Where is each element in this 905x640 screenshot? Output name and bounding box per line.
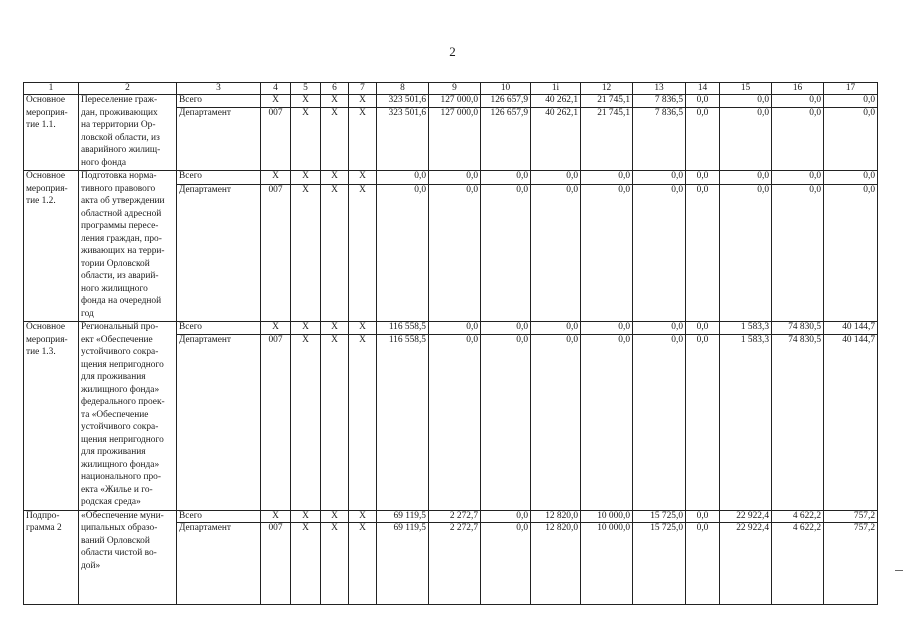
value-cell: Х (321, 510, 349, 523)
value-cell: 116 558,5 (377, 322, 429, 335)
value-cell: Х (291, 95, 321, 108)
column-number-13: 13 (633, 83, 686, 95)
value-cell: Х (349, 322, 377, 335)
value-cell: 007 (261, 107, 291, 170)
column-number-3: 3 (177, 83, 261, 95)
value-cell: Х (321, 95, 349, 108)
activity-name-cell (79, 322, 177, 511)
value-cell: 0,0 (377, 184, 429, 321)
value-cell: 126 657,9 (481, 95, 531, 108)
column-number-5: 5 (291, 83, 321, 95)
activity-type-cell (24, 510, 79, 605)
activity-name-cell (79, 171, 177, 322)
executor-department-cell: Департамент (177, 334, 261, 510)
value-cell: 0,0 (481, 510, 531, 523)
cell-line: тие 1.2. (26, 196, 56, 206)
value-cell: 0,0 (531, 334, 581, 510)
value-cell: 0,0 (772, 184, 824, 321)
value-cell: 0,0 (720, 171, 772, 185)
value-cell: 0,0 (720, 184, 772, 321)
cell-line: Подготовка норма- (81, 171, 157, 181)
value-cell: Х (291, 334, 321, 510)
cell-line: мероприя- (26, 334, 68, 345)
column-number-16: 16 (772, 83, 824, 95)
cell-line: национального про- (81, 472, 161, 482)
value-cell: 323 501,6 (377, 95, 429, 108)
value-cell: 0,0 (720, 107, 772, 170)
cell-line: ципальных образо- (81, 523, 158, 533)
cell-line: Основное (26, 322, 66, 332)
value-cell: 0,0 (633, 171, 686, 185)
value-cell: 007 (261, 523, 291, 605)
value-cell: Х (321, 107, 349, 170)
value-cell: 4 622,2 (772, 523, 824, 605)
activity-type-cell (24, 95, 79, 171)
value-cell: 0,0 (686, 107, 720, 170)
cell-line: Региональный про- (81, 322, 159, 332)
value-cell: 21 745,1 (581, 95, 633, 108)
value-cell: 40 262,1 (531, 95, 581, 108)
table-body (24, 83, 878, 605)
value-cell: 0,0 (686, 523, 720, 605)
value-cell: 40 144,7 (824, 322, 878, 335)
value-cell: 0,0 (581, 171, 633, 185)
cell-line: ного жилищного (81, 283, 148, 294)
value-cell: Х (321, 334, 349, 510)
value-cell: 116 558,5 (377, 334, 429, 510)
value-cell: 0,0 (633, 334, 686, 510)
value-cell: 22 922,4 (720, 523, 772, 605)
cell-line: устойчивого сокра- (81, 422, 159, 432)
value-cell: 12 820,0 (531, 510, 581, 523)
value-cell: 10 000,0 (581, 510, 633, 523)
value-cell: 0,0 (686, 171, 720, 185)
value-cell: 2 272,7 (429, 523, 481, 605)
value-cell: 0,0 (686, 95, 720, 108)
cell-line: акта об утверждении (81, 196, 165, 206)
value-cell: Х (291, 171, 321, 185)
value-cell: Х (321, 523, 349, 605)
cell-line: жилищного фонда» (81, 459, 160, 470)
value-cell: Х (349, 510, 377, 523)
value-cell: 0,0 (481, 523, 531, 605)
cell-line: ления граждан, про- (81, 233, 162, 244)
executor-total-cell: Всего (177, 510, 261, 523)
column-number-12: 12 (581, 83, 633, 95)
cell-line: на территории Ор- (81, 120, 156, 130)
value-cell: Х (321, 184, 349, 321)
cell-line: мероприя- (26, 183, 68, 194)
column-number-8: 8 (377, 83, 429, 95)
cell-line: устойчивого сокра- (81, 347, 159, 357)
margin-mark (895, 570, 903, 571)
value-cell: 0,0 (531, 171, 581, 185)
cell-line: области, из аварий- (81, 271, 159, 281)
cell-line: области чистой во- (81, 548, 157, 558)
value-cell: 1 583,3 (720, 322, 772, 335)
cell-line: щения непригодного (81, 434, 164, 445)
executor-total-cell: Всего (177, 171, 261, 185)
value-cell: 12 820,0 (531, 523, 581, 605)
value-cell: 0,0 (581, 334, 633, 510)
cell-line: для проживания (81, 372, 146, 382)
table-row (24, 171, 878, 185)
value-cell: Х (291, 322, 321, 335)
value-cell: Х (291, 523, 321, 605)
value-cell: 22 922,4 (720, 510, 772, 523)
value-cell: 0,0 (531, 184, 581, 321)
cell-line: екта «Жилье и го- (81, 484, 153, 495)
budget-table (23, 82, 878, 605)
value-cell: 323 501,6 (377, 107, 429, 170)
cell-line: жилищного фонда» (81, 384, 160, 395)
value-cell: 757,2 (824, 510, 878, 523)
value-cell: 2 272,7 (429, 510, 481, 523)
value-cell: 1 583,3 (720, 334, 772, 510)
executor-department-cell: Департамент (177, 184, 261, 321)
value-cell: Х (261, 510, 291, 523)
cell-line: ект «Обеспечение (81, 334, 153, 345)
column-number-14: 14 (686, 83, 720, 95)
value-cell: Х (349, 523, 377, 605)
value-cell: Х (261, 171, 291, 185)
cell-line: областной адресной (81, 208, 162, 219)
value-cell: 0,0 (772, 171, 824, 185)
value-cell: 757,2 (824, 523, 878, 605)
value-cell: 0,0 (720, 95, 772, 108)
value-cell: 0,0 (481, 171, 531, 185)
value-cell: 0,0 (824, 171, 878, 185)
column-number-10: 10 (481, 83, 531, 95)
value-cell: 0,0 (481, 322, 531, 335)
column-number-7: 7 (349, 83, 377, 95)
value-cell: 0,0 (429, 184, 481, 321)
value-cell: 007 (261, 184, 291, 321)
cell-line: федерального проек- (81, 397, 165, 407)
value-cell: 0,0 (531, 322, 581, 335)
cell-line: Основное (26, 171, 66, 181)
value-cell: 0,0 (772, 95, 824, 108)
column-number-17: 17 (824, 83, 878, 95)
value-cell: 127 000,0 (429, 107, 481, 170)
value-cell: 74 830,5 (772, 322, 824, 335)
value-cell: 4 622,2 (772, 510, 824, 523)
table-row (24, 510, 878, 523)
value-cell: 74 830,5 (772, 334, 824, 510)
cell-line: год (81, 308, 94, 319)
value-cell: 0,0 (824, 95, 878, 108)
value-cell: Х (261, 95, 291, 108)
value-cell: 10 000,0 (581, 523, 633, 605)
value-cell: 0,0 (429, 171, 481, 185)
activity-name-cell (79, 95, 177, 171)
value-cell: 127 000,0 (429, 95, 481, 108)
value-cell: Х (291, 184, 321, 321)
activity-name-cell (79, 510, 177, 605)
cell-line: Основное (26, 95, 66, 105)
cell-line: живающих на терри- (81, 246, 165, 256)
cell-line: Подпро- (26, 510, 60, 521)
cell-line: для проживания (81, 447, 146, 457)
executor-department-cell: Департамент (177, 107, 261, 170)
cell-line: дой» (81, 560, 101, 571)
value-cell: 7 836,5 (633, 95, 686, 108)
value-cell: 0,0 (377, 171, 429, 185)
executor-total-cell: Всего (177, 322, 261, 335)
value-cell: Х (261, 322, 291, 335)
cell-line: тории Орловской (81, 258, 150, 269)
cell-line: фонда на очередной (81, 296, 162, 306)
value-cell: 0,0 (633, 322, 686, 335)
value-cell: 0,0 (824, 184, 878, 321)
value-cell: 007 (261, 334, 291, 510)
cell-line: ваний Орловской (81, 535, 150, 546)
cell-line: мероприя- (26, 107, 68, 118)
cell-line: щения непригодного (81, 359, 164, 370)
value-cell: Х (321, 171, 349, 185)
value-cell: 0,0 (824, 107, 878, 170)
value-cell: 0,0 (686, 184, 720, 321)
value-cell: Х (349, 334, 377, 510)
cell-line: тие 1.1. (26, 120, 56, 130)
column-number-15: 15 (720, 83, 772, 95)
value-cell: Х (321, 322, 349, 335)
value-cell: 0,0 (481, 184, 531, 321)
column-number-11: 1i (531, 83, 581, 95)
column-number-9: 9 (429, 83, 481, 95)
cell-line: дан, проживающих (81, 107, 158, 118)
activity-type-cell (24, 322, 79, 511)
value-cell: 0,0 (633, 184, 686, 321)
value-cell: 0,0 (686, 510, 720, 523)
cell-line: Переселение граж- (81, 95, 158, 105)
cell-line: аварийного жилищ- (81, 145, 161, 155)
value-cell: 0,0 (481, 334, 531, 510)
cell-line: тивного правового (81, 183, 156, 194)
table-row (24, 322, 878, 335)
executor-total-cell: Всего (177, 95, 261, 108)
cell-line: «Обеспечение муни- (81, 510, 164, 521)
activity-type-cell (24, 171, 79, 322)
cell-line: ного фонда (81, 157, 127, 168)
value-cell: 40 144,7 (824, 334, 878, 510)
cell-line: программы пересе- (81, 221, 159, 231)
column-number-6: 6 (321, 83, 349, 95)
page-number: 2 (449, 44, 456, 59)
value-cell: 15 725,0 (633, 523, 686, 605)
cell-line: тие 1.3. (26, 347, 56, 357)
value-cell: 0,0 (429, 322, 481, 335)
value-cell: 0,0 (581, 184, 633, 321)
value-cell: 0,0 (429, 334, 481, 510)
value-cell: 15 725,0 (633, 510, 686, 523)
value-cell: 21 745,1 (581, 107, 633, 170)
value-cell: Х (291, 510, 321, 523)
value-cell: 40 262,1 (531, 107, 581, 170)
value-cell: 0,0 (686, 322, 720, 335)
value-cell: 69 119,5 (377, 523, 429, 605)
value-cell: Х (349, 95, 377, 108)
value-cell: 0,0 (772, 107, 824, 170)
cell-line: грамма 2 (26, 523, 62, 533)
value-cell: 0,0 (581, 322, 633, 335)
value-cell: 126 657,9 (481, 107, 531, 170)
column-number-1: 1 (24, 83, 79, 95)
cell-line: родская среда» (81, 497, 141, 507)
column-number-2: 2 (79, 83, 177, 95)
column-number-row (24, 83, 878, 95)
value-cell: Х (291, 107, 321, 170)
value-cell: 7 836,5 (633, 107, 686, 170)
cell-line: ловской области, из (81, 132, 160, 143)
value-cell: 0,0 (686, 334, 720, 510)
column-number-4: 4 (261, 83, 291, 95)
value-cell: Х (349, 184, 377, 321)
value-cell: Х (349, 171, 377, 185)
value-cell: 69 119,5 (377, 510, 429, 523)
executor-department-cell: Департамент (177, 523, 261, 605)
table-row (24, 95, 878, 108)
value-cell: Х (349, 107, 377, 170)
cell-line: та «Обеспечение (81, 409, 149, 420)
